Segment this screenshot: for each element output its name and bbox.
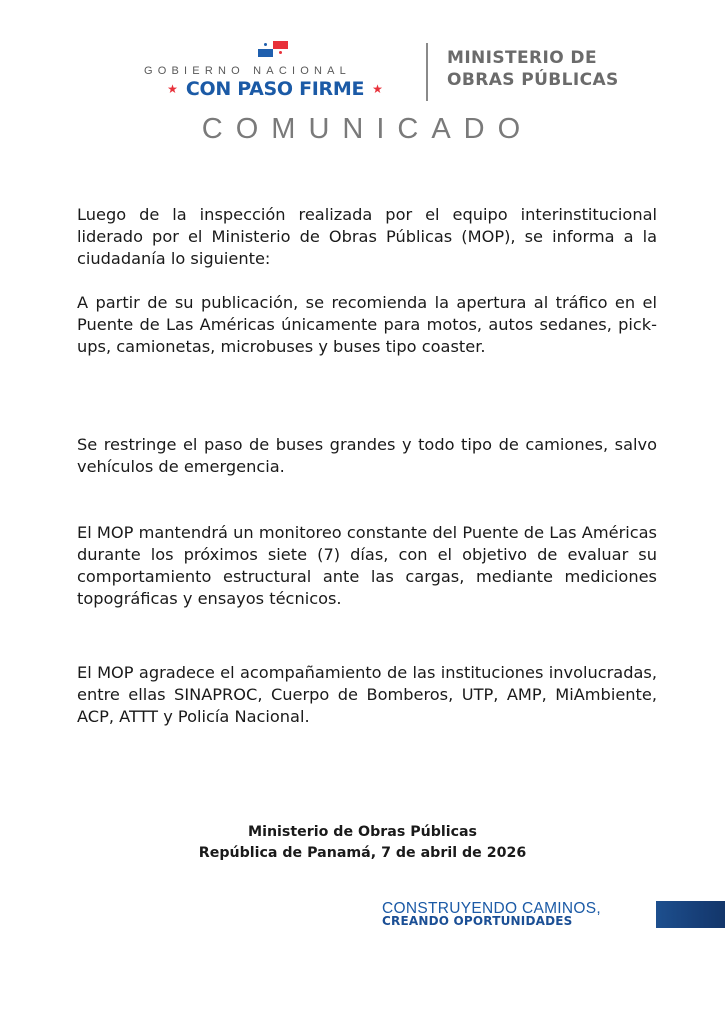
panama-flag-icon [258,39,288,61]
paragraph-traffic-opening: A partir de su publicación, se recomienda la apertura al tráfico en el Puente de Las Américas únicamente para motos, autos sedanes, pick-ups, camionetas, microbuses y buses tipo coaster. [77,293,657,356]
header-divider [426,43,428,101]
star-icon: ★ [372,82,383,96]
letterhead [0,36,725,106]
ministry-name-line2: OBRAS PÚBLICAS [447,70,619,90]
ministry-name [447,47,619,91]
signature-issuer: Ministerio de Obras Públicas [247,824,478,840]
government-slogan: CON PASO FIRME [185,78,365,100]
star-icon: ★ [167,82,178,96]
signature-block [0,822,725,864]
paragraph-acknowledgement: El MOP agradece el acompañamiento de las instituciones involucradas, entre ellas SINAPROC, Cuerpo de Bomberos, UTP, AMP, MiAmbiente, ACP, ATTT y Policía Nacional. [77,663,657,726]
footer-slogan-line1: CONSTRUYENDO CAMINOS, [382,900,602,917]
document-title: COMUNICADO [201,113,534,145]
signature-place-date: República de Panamá, 7 de abril de 2026 [198,845,527,861]
paragraph-restriction: Se restringe el paso de buses grandes y todo tipo de camiones, salvo vehículos de emergencia. [77,435,657,476]
ministry-name-line1: MINISTERIO DE [447,48,597,68]
footer-slogan-line2: CREANDO OPORTUNIDADES [382,914,573,928]
footer-accent-bar [656,901,725,928]
government-logo [140,36,410,102]
government-name: GOBIERNO NACIONAL [144,65,351,77]
footer-slogan [382,901,725,929]
paragraph-intro: Luego de la inspección realizada por el equipo interinstitucional liderado por el Ministerio de Obras Públicas (MOP), se informa a la ciudadanía lo siguiente: [77,205,657,268]
government-slogan-row [140,78,410,100]
paragraph-monitoring: El MOP mantendrá un monitoreo constante del Puente de Las Américas durante los próximos siete (7) días, con el objetivo de evaluar su comportamiento estructural ante las cargas, mediante mediciones topográficas y ensayos técnicos. [77,523,657,608]
